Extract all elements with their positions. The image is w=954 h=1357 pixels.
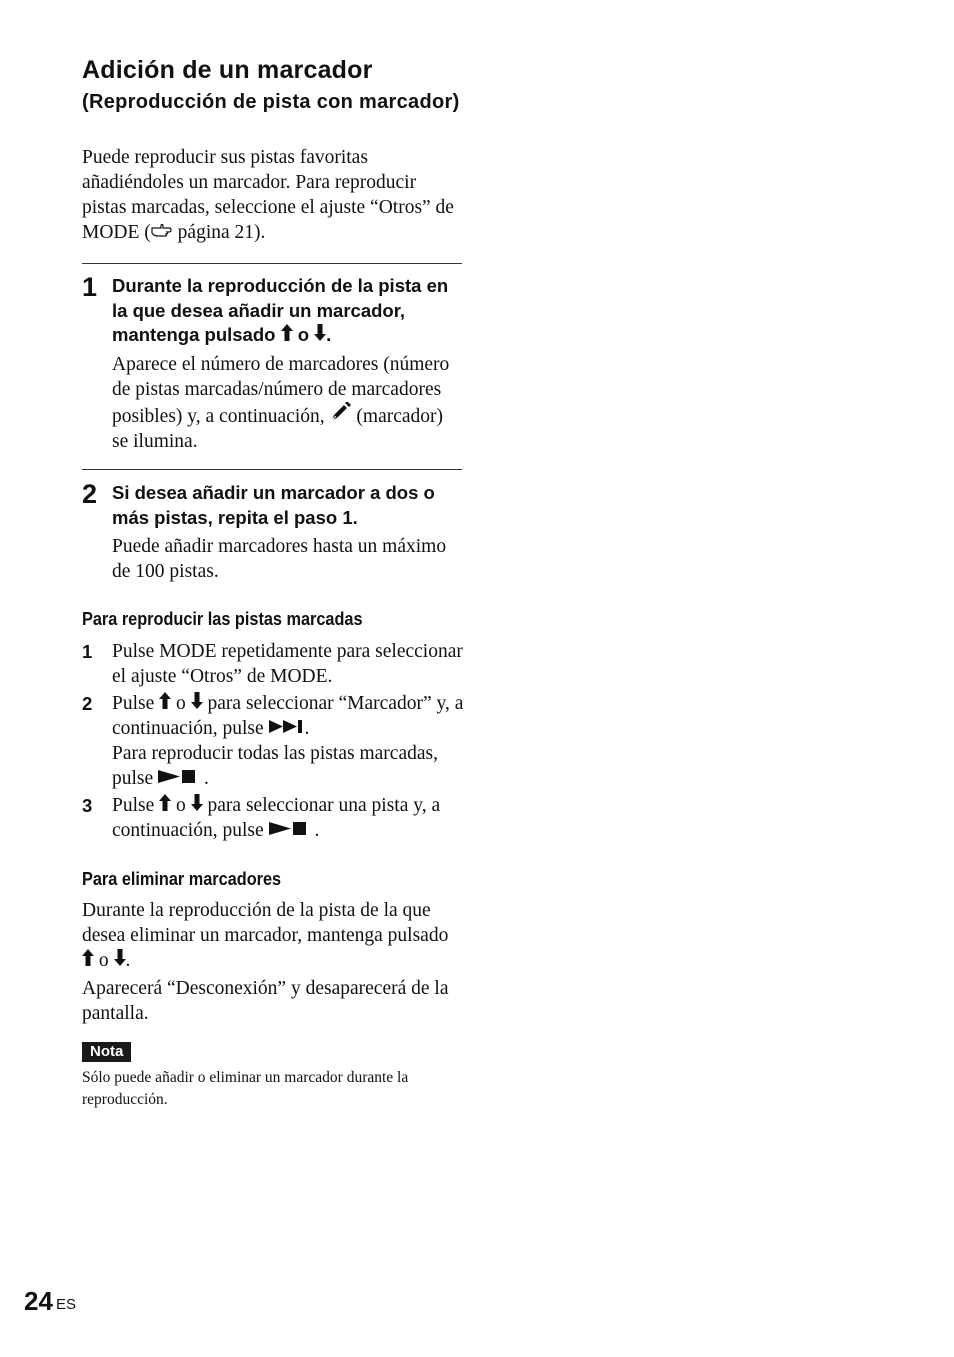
- list-item: [112, 691, 467, 791]
- step-body: [112, 352, 462, 454]
- divider: [82, 263, 462, 264]
- down-arrow-icon: [191, 692, 203, 709]
- note-badge: Nota: [82, 1042, 131, 1062]
- up-arrow-icon: [281, 324, 293, 341]
- section-heading: Para eliminar marcadores: [82, 868, 282, 889]
- page-number: 24: [24, 1286, 53, 1316]
- step-body-text-end: (marcador) se ilumina.: [112, 406, 444, 452]
- intro-text: Puede reproducir sus pistas favoritas añadiéndoles un marcador. Para reproducir pistas marcadas, seleccione el ajuste “Otros” de MODE (: [82, 147, 454, 243]
- section-heading: Para reproducir las pistas marcadas: [82, 608, 363, 629]
- note-text: Sólo puede añadir o eliminar un marcador durante la reproducción.: [82, 1069, 409, 1108]
- step-body: Puede añadir marcadores hasta un máximo de 100 pistas.: [112, 536, 447, 582]
- list-number: 1: [82, 641, 93, 662]
- step-heading: Si desea añadir un marcador a dos o más pistas, repita el paso 1.: [112, 482, 435, 528]
- intro-paragraph: [82, 145, 462, 245]
- down-arrow-icon: [114, 949, 126, 966]
- up-arrow-icon: [159, 692, 171, 709]
- page-language: ES: [56, 1296, 77, 1313]
- page-subtitle: (Reproducción de pista con marcador): [82, 91, 460, 113]
- list-item-text: Para reproducir todas las pistas marcadas, pulse: [112, 743, 438, 789]
- list-item-text: Pulse: [112, 795, 160, 816]
- list-item-or: o: [171, 693, 191, 714]
- step-heading: [112, 274, 464, 348]
- step-heading-end: .: [326, 324, 332, 345]
- list-item: Pulse MODE repetidamente para seleccionar el ajuste “Otros” de MODE.: [112, 641, 463, 687]
- down-arrow-icon: [314, 324, 326, 341]
- list-item-text: .: [204, 768, 209, 789]
- delete-end: .: [125, 950, 131, 971]
- step-number: 1: [82, 272, 98, 302]
- play-stop-icon: [158, 769, 204, 784]
- list-item: [112, 793, 467, 843]
- list-item-text: .: [314, 820, 320, 841]
- list-item-text: para seleccionar una pista y, a continuación, pulse: [112, 795, 441, 841]
- step-number: 2: [82, 479, 98, 509]
- list-number: 2: [82, 693, 93, 714]
- page-title: Adición de un marcador: [82, 56, 373, 84]
- list-item-or: o: [171, 795, 191, 816]
- list-item-text: para seleccionar “Marcador” y, a continuación, pulse: [112, 693, 464, 739]
- delete-paragraph: [82, 898, 462, 973]
- up-arrow-icon: [159, 794, 171, 811]
- delete-text: Durante la reproducción de la pista de la que desea eliminar un marcador, mantenga pulsado: [82, 900, 449, 946]
- up-arrow-icon: [82, 949, 94, 966]
- step-heading-or: o: [292, 324, 315, 345]
- step-heading-text: Durante la reproducción de la pista en la que desea añadir un marcador, mantenga pulsado: [112, 275, 449, 345]
- list-number: 3: [82, 795, 93, 816]
- reference-pointer-icon: [151, 223, 173, 238]
- play-stop-icon: [269, 821, 315, 836]
- bookmark-icon: [330, 402, 352, 422]
- delete-or: o: [94, 950, 114, 971]
- next-track-icon: [269, 719, 305, 734]
- divider: [82, 469, 462, 470]
- list-item-text: Pulse: [112, 693, 160, 714]
- step-body-text: Aparece el número de marcadores (número de pistas marcadas/número de marcadores posibles) y, a continuación,: [112, 354, 450, 427]
- list-item-text: .: [304, 718, 310, 739]
- down-arrow-icon: [191, 794, 203, 811]
- delete-paragraph-2: Aparecerá “Desconexión” y desaparecerá de la pantalla.: [82, 978, 449, 1024]
- intro-ref: página 21).: [172, 222, 266, 243]
